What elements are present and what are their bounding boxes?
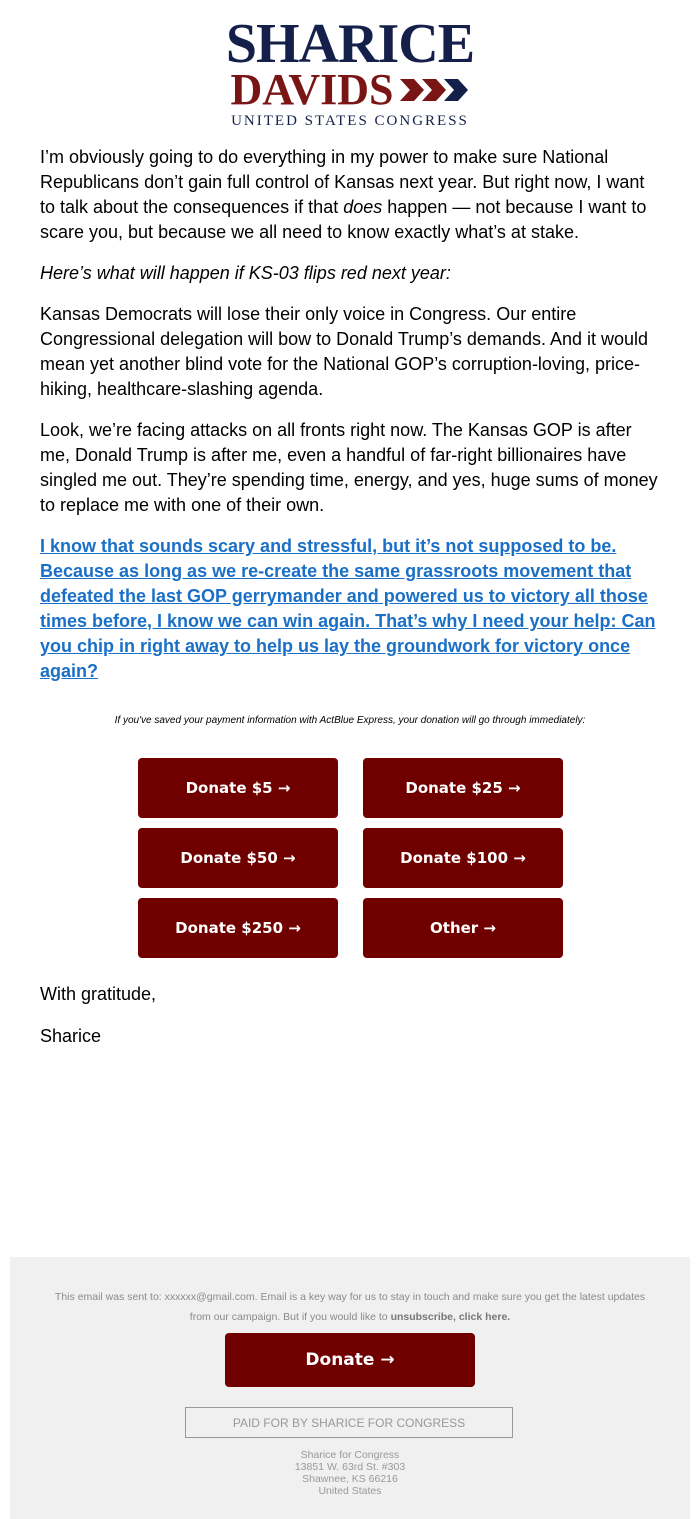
donate-25-button[interactable]: Donate $25 → xyxy=(363,758,563,818)
footer-text: This email was sent to: xxxxxx@gmail.com. Email is a key way for us to stay in touch and make sure you get the latest updates from our campaign. But if you would like to unsubscribe, click here. xyxy=(54,1291,646,1323)
donate-50-button[interactable]: Donate $50 → xyxy=(138,828,338,888)
logo-line2: DAVIDS xyxy=(230,65,394,114)
paid-for-disclaimer: PAID FOR BY SHARICE FOR CONGRESS xyxy=(185,1407,513,1438)
logo xyxy=(220,13,480,129)
paragraph: Look, we’re facing attacks on all fronts right now. The Kansas GOP is after me, Donald Trump is after me, even a handful of far-right billionaires have singled me out. They’re spending time, energy, and yes, huge sums of money to replace me with one of their own. xyxy=(40,420,658,515)
logo-line1: SHARICE xyxy=(225,13,475,75)
donate-other-button[interactable]: Other → xyxy=(363,898,563,958)
donate-100-button[interactable]: Donate $100 → xyxy=(363,828,563,888)
donate-link[interactable]: I know that sounds scary and stressful, but it’s not supposed to be. Because as long as we re-create the same grassroots movement that defeated the last GOP gerrymander and powered us to victory all those times before, I know we can win again. That’s why I need your help: Can you chip in right away to help us lay the groundwork for victory once again? xyxy=(40,536,656,681)
paragraph: Kansas Democrats will lose their only voice in Congress. Our entire Congressional delegation will bow to Donald Trump’s demands. And it would mean yet another blind vote for the National GOP’s corruption-loving, price-hiking, healthcare-slashing agenda. xyxy=(40,304,649,399)
chevrons-icon xyxy=(400,79,470,101)
paragraph: I’m obviously going to do everything in my power to make sure National Republicans don’t gain full control of Kansas next year. But right now, I want to talk about the consequences if that does happen — not because I want to scare you, but because we all need to know exactly what’s at stake. xyxy=(40,147,647,242)
donate-5-button[interactable]: Donate $5 → xyxy=(138,758,338,818)
signature: Sharice xyxy=(40,1026,102,1046)
address: Sharice for Congress 13851 W. 63rd St. #303 Shawnee, KS 66216 United States xyxy=(294,1449,406,1497)
closing: With gratitude, xyxy=(40,984,157,1004)
logo-line3: UNITED STATES CONGRESS xyxy=(231,113,469,129)
email-body xyxy=(40,145,660,700)
actblue-note: If you've saved your payment information with ActBlue Express, your donation will go through immediately: xyxy=(114,715,586,726)
footer-donate-button[interactable]: Donate → xyxy=(225,1333,475,1387)
paragraph: Here’s what will happen if KS-03 flips red next year: xyxy=(40,263,451,283)
unsubscribe-link[interactable]: unsubscribe, click here. xyxy=(390,1311,511,1323)
footer xyxy=(10,1257,690,1519)
donate-250-button[interactable]: Donate $250 → xyxy=(138,898,338,958)
